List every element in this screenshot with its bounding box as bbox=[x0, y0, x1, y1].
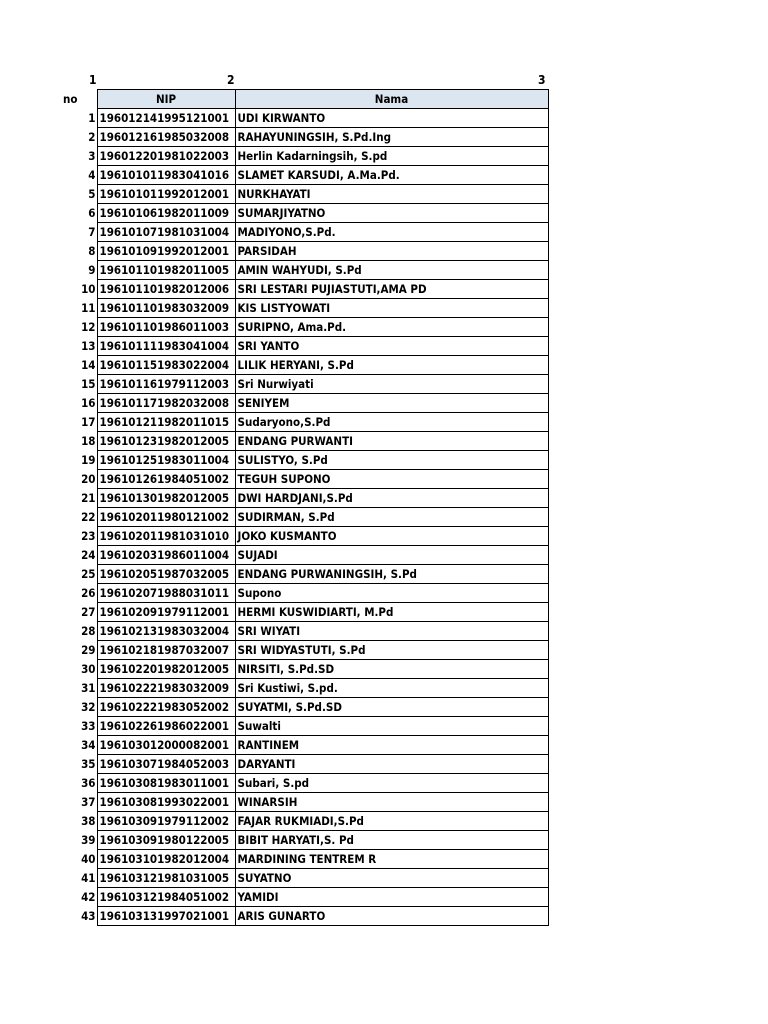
row-number-cell[interactable]: 39 bbox=[56, 831, 97, 850]
nama-cell[interactable]: Suwalti bbox=[235, 717, 548, 736]
nip-cell[interactable]: 196102071988031011 bbox=[97, 584, 235, 603]
table-row bbox=[56, 736, 548, 755]
nama-cell[interactable]: RAHAYUNINGSIH, S.Pd.Ing bbox=[235, 128, 548, 147]
table-row bbox=[56, 223, 548, 242]
table-row bbox=[56, 128, 548, 147]
table-row bbox=[56, 280, 548, 299]
nip-cell[interactable]: 196012141995121001 bbox=[97, 109, 235, 128]
nama-cell[interactable]: KIS LISTYOWATI bbox=[235, 299, 548, 318]
table-row bbox=[56, 546, 548, 565]
table-row bbox=[56, 394, 548, 413]
nama-cell[interactable]: BIBIT HARYATI,S. Pd bbox=[235, 831, 548, 850]
nama-cell[interactable]: SLAMET KARSUDI, A.Ma.Pd. bbox=[235, 166, 548, 185]
row-number-cell[interactable]: 38 bbox=[56, 812, 97, 831]
nip-cell[interactable]: 196103091979112002 bbox=[97, 812, 235, 831]
row-number-cell[interactable]: 36 bbox=[56, 774, 97, 793]
nama-cell[interactable]: SUJADI bbox=[235, 546, 548, 565]
table-row bbox=[56, 109, 548, 128]
nip-cell[interactable]: 196101091992012001 bbox=[97, 242, 235, 261]
row-number-cell[interactable]: 8 bbox=[56, 242, 97, 261]
table-header-row bbox=[56, 90, 548, 109]
table-row bbox=[56, 375, 548, 394]
nama-cell[interactable]: ENDANG PURWANTI bbox=[235, 432, 548, 451]
table-row bbox=[56, 679, 548, 698]
row-number-cell[interactable]: 42 bbox=[56, 888, 97, 907]
nama-cell[interactable]: SRI WIDYASTUTI, S.Pd bbox=[235, 641, 548, 660]
nip-cell[interactable]: 196012201981022003 bbox=[97, 147, 235, 166]
row-number-cell[interactable]: 35 bbox=[56, 755, 97, 774]
nip-cell[interactable]: 196101171982032008 bbox=[97, 394, 235, 413]
row-number-cell[interactable]: 33 bbox=[56, 717, 97, 736]
nip-cell[interactable]: 196103131997021001 bbox=[97, 907, 235, 926]
row-number-cell[interactable]: 40 bbox=[56, 850, 97, 869]
nama-cell[interactable]: TEGUH SUPONO bbox=[235, 470, 548, 489]
nip-cell[interactable]: 196103012000082001 bbox=[97, 736, 235, 755]
nama-cell[interactable]: Sri Nurwiyati bbox=[235, 375, 548, 394]
nip-cell[interactable]: 196101151983022004 bbox=[97, 356, 235, 375]
row-number-cell[interactable]: 23 bbox=[56, 527, 97, 546]
table-row bbox=[56, 413, 548, 432]
table-row bbox=[56, 793, 548, 812]
nama-cell[interactable]: SRI YANTO bbox=[235, 337, 548, 356]
nama-cell[interactable]: SUYATNO bbox=[235, 869, 548, 888]
table-row bbox=[56, 774, 548, 793]
nip-cell[interactable]: 196012161985032008 bbox=[97, 128, 235, 147]
row-number-cell[interactable]: 3 bbox=[56, 147, 97, 166]
table-row bbox=[56, 242, 548, 261]
nama-cell[interactable]: SUDIRMAN, S.Pd bbox=[235, 508, 548, 527]
nama-cell[interactable]: UDI KIRWANTO bbox=[235, 109, 548, 128]
table-row bbox=[56, 565, 548, 584]
table-row bbox=[56, 831, 548, 850]
nip-cell[interactable]: 196101301982012005 bbox=[97, 489, 235, 508]
nip-cell[interactable]: 196102201982012005 bbox=[97, 660, 235, 679]
row-number-cell[interactable]: 13 bbox=[56, 337, 97, 356]
row-number-cell[interactable]: 7 bbox=[56, 223, 97, 242]
column-number-3: 3 bbox=[538, 73, 546, 87]
nama-cell[interactable]: YAMIDI bbox=[235, 888, 548, 907]
table-row bbox=[56, 850, 548, 869]
nama-cell[interactable]: DWI HARDJANI,S.Pd bbox=[235, 489, 548, 508]
nama-cell[interactable]: ENDANG PURWANINGSIH, S.Pd bbox=[235, 565, 548, 584]
nama-cell[interactable]: SENIYEM bbox=[235, 394, 548, 413]
nip-cell[interactable]: 196103121981031005 bbox=[97, 869, 235, 888]
row-number-cell[interactable]: 24 bbox=[56, 546, 97, 565]
row-number-cell[interactable]: 16 bbox=[56, 394, 97, 413]
row-number-cell[interactable]: 32 bbox=[56, 698, 97, 717]
row-number-cell[interactable]: 12 bbox=[56, 318, 97, 337]
row-number-cell[interactable]: 1 bbox=[56, 109, 97, 128]
row-number-cell[interactable]: 34 bbox=[56, 736, 97, 755]
table-row bbox=[56, 812, 548, 831]
table-row bbox=[56, 622, 548, 641]
row-number-cell[interactable]: 31 bbox=[56, 679, 97, 698]
nip-cell[interactable]: 196102221983052002 bbox=[97, 698, 235, 717]
nip-cell[interactable]: 196103081983011001 bbox=[97, 774, 235, 793]
nip-cell[interactable]: 196101101983032009 bbox=[97, 299, 235, 318]
row-number-cell[interactable]: 20 bbox=[56, 470, 97, 489]
nama-cell[interactable]: Sri Kustiwi, S.pd. bbox=[235, 679, 548, 698]
row-number-cell[interactable]: 4 bbox=[56, 166, 97, 185]
nip-cell[interactable]: 196102011981031010 bbox=[97, 527, 235, 546]
row-number-cell[interactable]: 27 bbox=[56, 603, 97, 622]
nama-cell[interactable]: Subari, S.pd bbox=[235, 774, 548, 793]
nip-cell[interactable]: 196101111983041004 bbox=[97, 337, 235, 356]
table-row bbox=[56, 261, 548, 280]
nama-cell[interactable]: Sudaryono,S.Pd bbox=[235, 413, 548, 432]
nip-cell[interactable]: 196103071984052003 bbox=[97, 755, 235, 774]
table-row bbox=[56, 508, 548, 527]
row-number-cell[interactable]: 19 bbox=[56, 451, 97, 470]
nip-cell[interactable]: 196103091980122005 bbox=[97, 831, 235, 850]
table-row bbox=[56, 660, 548, 679]
table-row bbox=[56, 337, 548, 356]
nip-cell[interactable]: 196102221983032009 bbox=[97, 679, 235, 698]
nama-cell[interactable]: LILIK HERYANI, S.Pd bbox=[235, 356, 548, 375]
row-number-cell[interactable]: 15 bbox=[56, 375, 97, 394]
nip-cell[interactable]: 196101071981031004 bbox=[97, 223, 235, 242]
row-number-cell[interactable]: 21 bbox=[56, 489, 97, 508]
nama-cell[interactable]: SURIPNO, Ama.Pd. bbox=[235, 318, 548, 337]
nama-cell[interactable]: FAJAR RUKMIADI,S.Pd bbox=[235, 812, 548, 831]
row-number-cell[interactable]: 2 bbox=[56, 128, 97, 147]
row-number-cell[interactable]: 43 bbox=[56, 907, 97, 926]
table-row bbox=[56, 907, 548, 926]
row-number-cell[interactable]: 11 bbox=[56, 299, 97, 318]
row-number-cell[interactable]: 17 bbox=[56, 413, 97, 432]
nama-cell[interactable]: DARYANTI bbox=[235, 755, 548, 774]
row-number-cell[interactable]: 37 bbox=[56, 793, 97, 812]
nip-cell[interactable]: 196101101982012006 bbox=[97, 280, 235, 299]
row-number-cell[interactable]: 22 bbox=[56, 508, 97, 527]
header-nama: Nama bbox=[235, 90, 548, 109]
table-row bbox=[56, 698, 548, 717]
header-no: no bbox=[56, 90, 97, 109]
nama-cell[interactable]: AMIN WAHYUDI, S.Pd bbox=[235, 261, 548, 280]
table-row bbox=[56, 755, 548, 774]
nama-cell[interactable]: NURKHAYATI bbox=[235, 185, 548, 204]
nip-cell[interactable]: 196101011983041016 bbox=[97, 166, 235, 185]
nama-cell[interactable]: MARDINING TENTREM R bbox=[235, 850, 548, 869]
nama-cell[interactable]: WINARSIH bbox=[235, 793, 548, 812]
nama-cell[interactable]: ARIS GUNARTO bbox=[235, 907, 548, 926]
nip-cell[interactable]: 196101211982011015 bbox=[97, 413, 235, 432]
nip-cell[interactable]: 196102181987032007 bbox=[97, 641, 235, 660]
table-row bbox=[56, 185, 548, 204]
table-row bbox=[56, 888, 548, 907]
nip-cell[interactable]: 196101101982011005 bbox=[97, 261, 235, 280]
row-number-cell[interactable]: 14 bbox=[56, 356, 97, 375]
nip-cell[interactable]: 196102051987032005 bbox=[97, 565, 235, 584]
table-row bbox=[56, 717, 548, 736]
nama-cell[interactable]: SUYATMI, S.Pd.SD bbox=[235, 698, 548, 717]
row-number-cell[interactable]: 6 bbox=[56, 204, 97, 223]
nip-cell[interactable]: 196102131983032004 bbox=[97, 622, 235, 641]
column-number-2: 2 bbox=[227, 73, 235, 87]
nip-cell[interactable]: 196101101986011003 bbox=[97, 318, 235, 337]
table-row bbox=[56, 470, 548, 489]
nama-cell[interactable]: SRI WIYATI bbox=[235, 622, 548, 641]
table-row bbox=[56, 356, 548, 375]
row-number-cell[interactable]: 30 bbox=[56, 660, 97, 679]
row-number-cell[interactable]: 28 bbox=[56, 622, 97, 641]
table-row bbox=[56, 869, 548, 888]
nama-cell[interactable]: Supono bbox=[235, 584, 548, 603]
table-body bbox=[56, 109, 548, 926]
nip-cell[interactable]: 196101231982012005 bbox=[97, 432, 235, 451]
row-number-cell[interactable]: 25 bbox=[56, 565, 97, 584]
nama-cell[interactable]: HERMI KUSWIDIARTI, M.Pd bbox=[235, 603, 548, 622]
table-row bbox=[56, 584, 548, 603]
nama-cell[interactable]: JOKO KUSMANTO bbox=[235, 527, 548, 546]
table-row bbox=[56, 299, 548, 318]
employee-table bbox=[56, 89, 549, 926]
table-row bbox=[56, 318, 548, 337]
nama-cell[interactable]: NIRSITI, S.Pd.SD bbox=[235, 660, 548, 679]
table-row bbox=[56, 147, 548, 166]
row-number-cell[interactable]: 9 bbox=[56, 261, 97, 280]
nip-cell[interactable]: 196102011980121002 bbox=[97, 508, 235, 527]
row-number-cell[interactable]: 10 bbox=[56, 280, 97, 299]
row-number-cell[interactable]: 18 bbox=[56, 432, 97, 451]
nip-cell[interactable]: 196101011992012001 bbox=[97, 185, 235, 204]
table-row bbox=[56, 166, 548, 185]
nip-cell[interactable]: 196102031986011004 bbox=[97, 546, 235, 565]
table-row bbox=[56, 527, 548, 546]
nip-cell[interactable]: 196101251983011004 bbox=[97, 451, 235, 470]
table-row bbox=[56, 451, 548, 470]
nip-cell[interactable]: 196103101982012004 bbox=[97, 850, 235, 869]
nip-cell[interactable]: 196102091979112001 bbox=[97, 603, 235, 622]
nama-cell[interactable]: SULISTYO, S.Pd bbox=[235, 451, 548, 470]
nip-cell[interactable]: 196103081993022001 bbox=[97, 793, 235, 812]
table-row bbox=[56, 432, 548, 451]
nama-cell[interactable]: RANTINEM bbox=[235, 736, 548, 755]
nip-cell[interactable]: 196101261984051002 bbox=[97, 470, 235, 489]
column-number-1: 1 bbox=[89, 73, 97, 87]
table-row bbox=[56, 603, 548, 622]
row-number-cell[interactable]: 5 bbox=[56, 185, 97, 204]
nama-cell[interactable]: SRI LESTARI PUJIASTUTI,AMA PD bbox=[235, 280, 548, 299]
nama-cell[interactable]: SUMARJIYATNO bbox=[235, 204, 548, 223]
nama-cell[interactable]: PARSIDAH bbox=[235, 242, 548, 261]
header-nip: NIP bbox=[97, 90, 235, 109]
table-row bbox=[56, 641, 548, 660]
row-number-cell[interactable]: 41 bbox=[56, 869, 97, 888]
row-number-cell[interactable]: 26 bbox=[56, 584, 97, 603]
row-number-cell[interactable]: 29 bbox=[56, 641, 97, 660]
nip-cell[interactable]: 196102261986022001 bbox=[97, 717, 235, 736]
nama-cell[interactable]: Herlin Kadarningsih, S.pd bbox=[235, 147, 548, 166]
nip-cell[interactable]: 196101161979112003 bbox=[97, 375, 235, 394]
nip-cell[interactable]: 196103121984051002 bbox=[97, 888, 235, 907]
table-row bbox=[56, 204, 548, 223]
nama-cell[interactable]: MADIYONO,S.Pd. bbox=[235, 223, 548, 242]
table-row bbox=[56, 489, 548, 508]
nip-cell[interactable]: 196101061982011009 bbox=[97, 204, 235, 223]
